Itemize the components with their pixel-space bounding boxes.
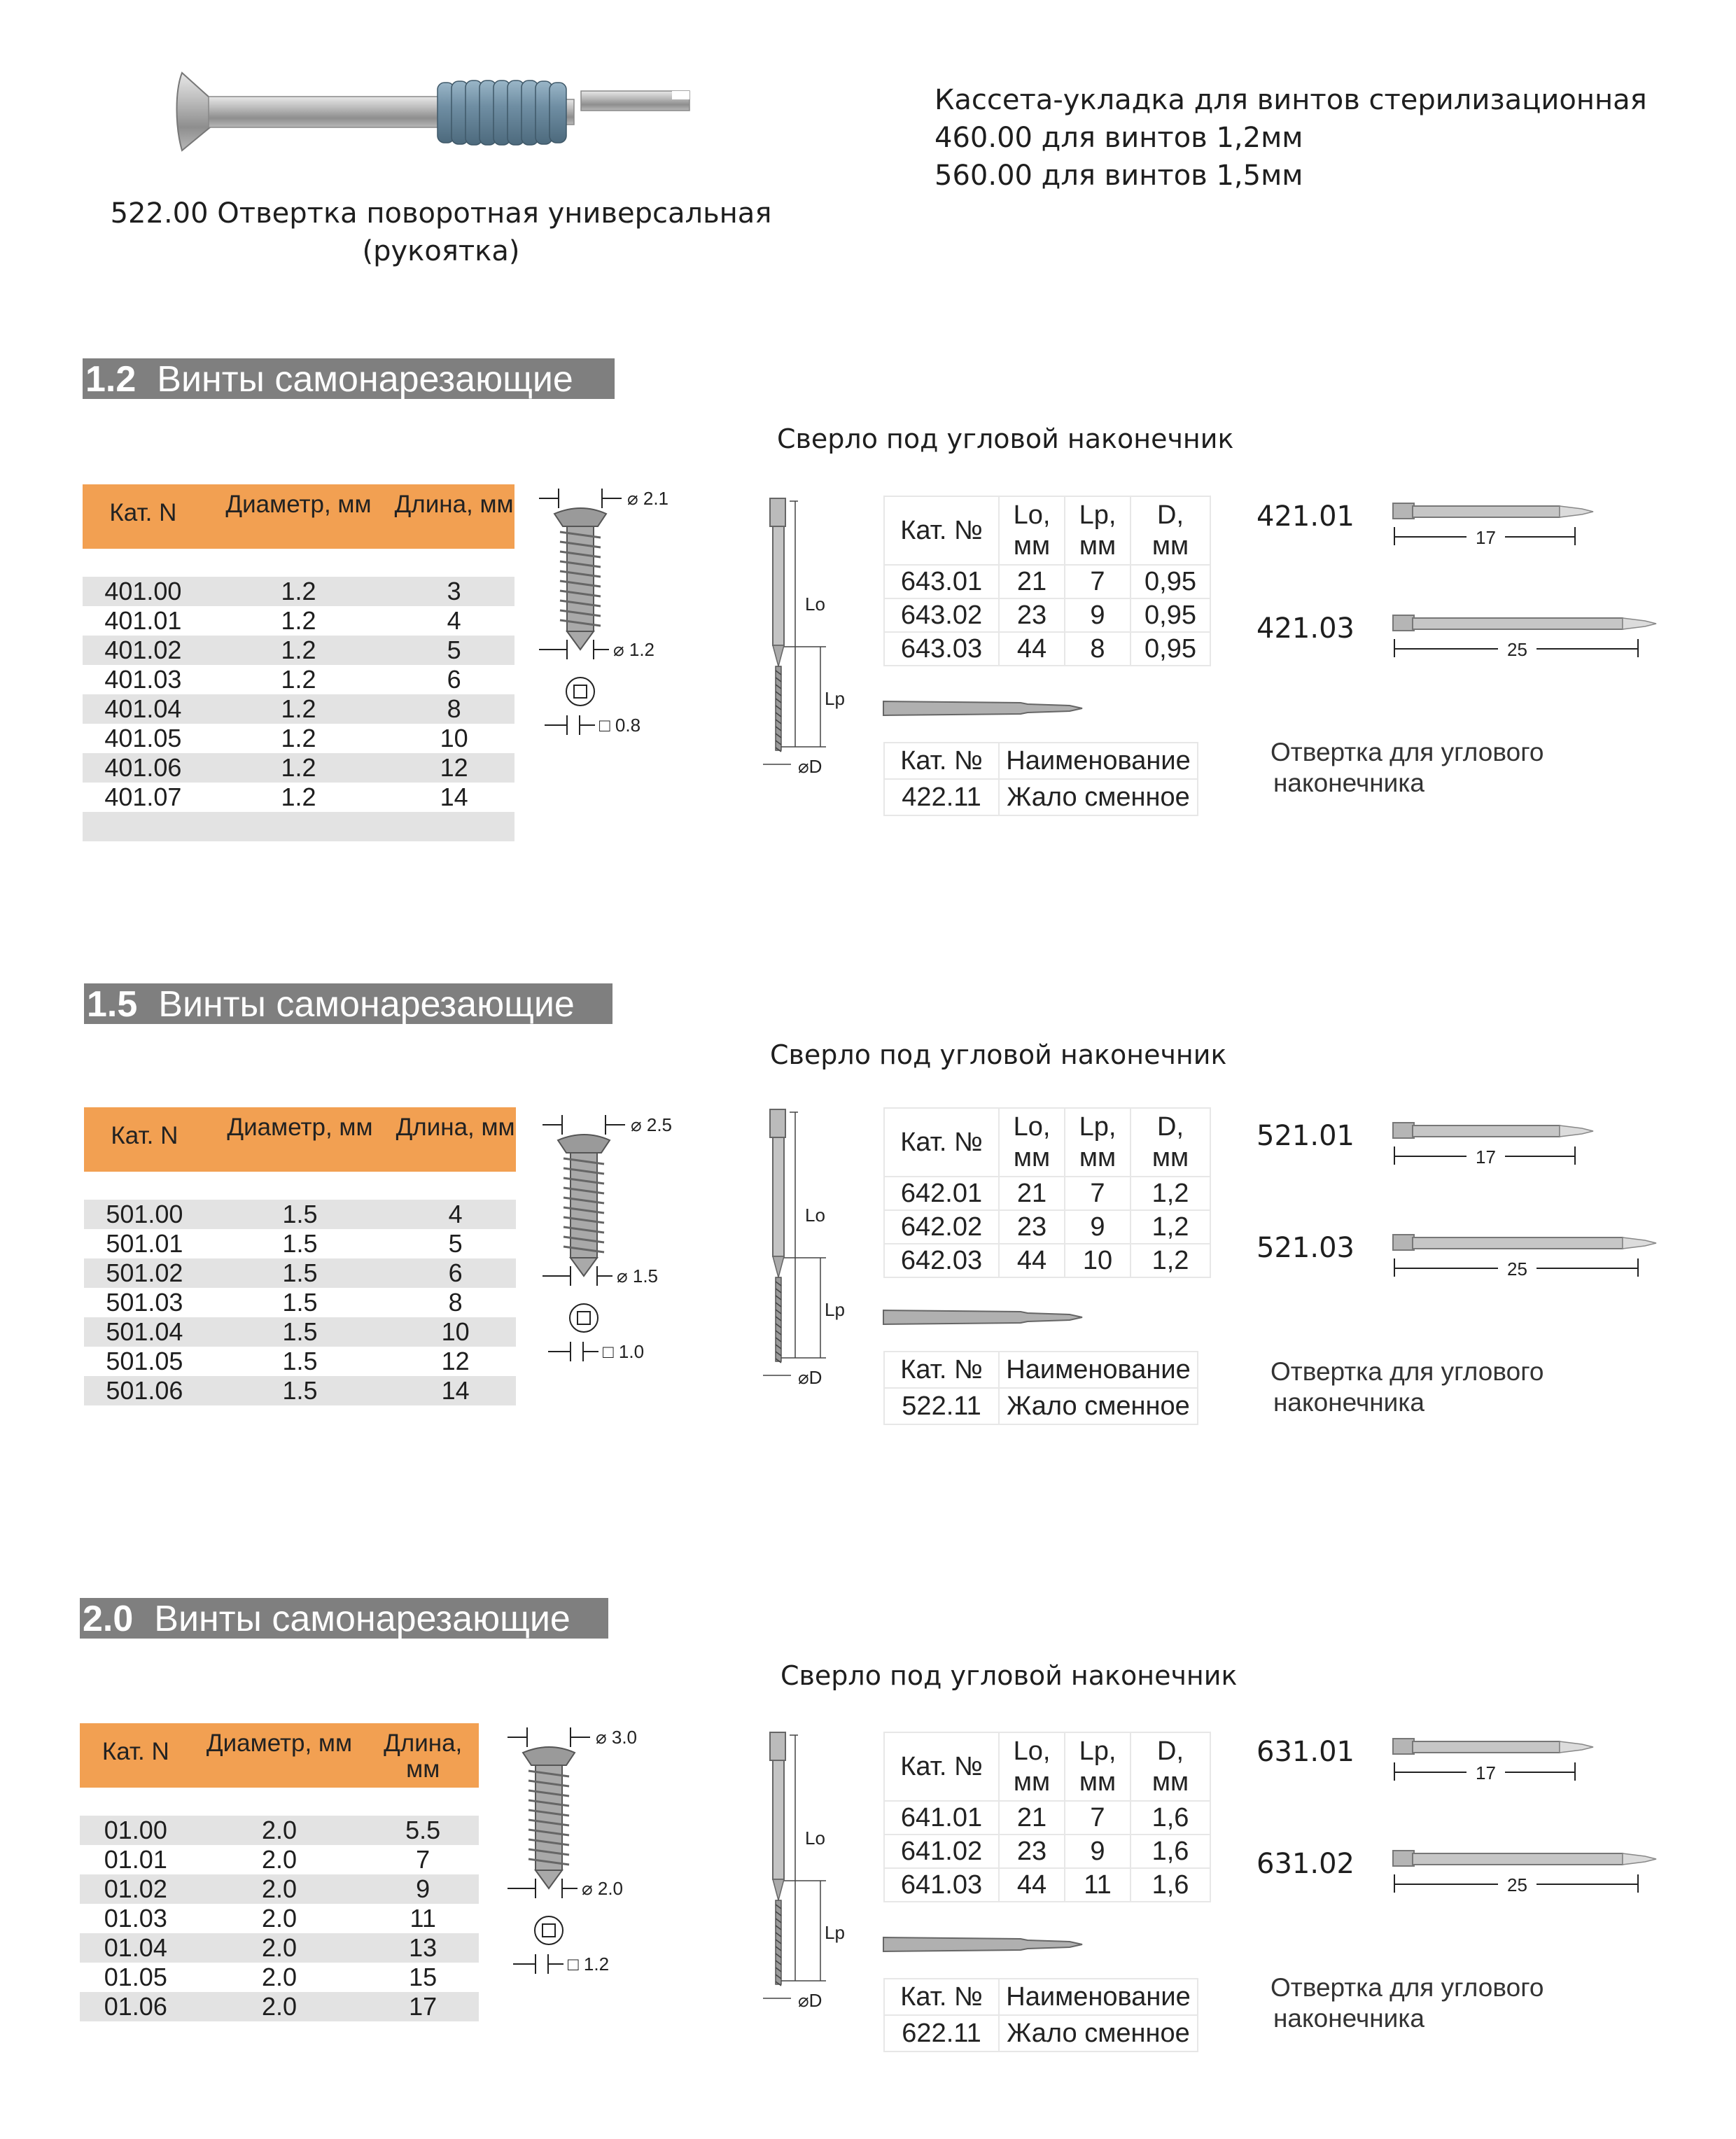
tip-table-header	[884, 1979, 1198, 2015]
table-row	[80, 1963, 479, 1992]
driver-caption	[1270, 737, 1544, 799]
screwdriver-caption	[91, 195, 791, 270]
screw-diameter: 2.0	[261, 1992, 298, 2021]
screw-table-header-cell: Диаметр, мм	[225, 491, 372, 518]
screw-catalog-number: 01.01	[104, 1845, 167, 1874]
table-row	[84, 1258, 516, 1288]
table-row	[80, 1845, 479, 1874]
screw-diameter: 2.0	[261, 1963, 298, 1991]
drill-header-unit: мм	[1013, 1143, 1051, 1172]
screw-shaft-dim: ⌀ 1.2	[613, 639, 655, 660]
table-row	[83, 606, 514, 636]
drill-table-header-cell	[999, 1732, 1065, 1801]
screw-catalog-number: 401.05	[104, 724, 182, 752]
tip-table-header-cell: Наименование	[999, 743, 1198, 779]
table-row	[884, 1835, 1210, 1868]
screw-table	[83, 484, 514, 847]
driver-caption-line: Отвертка для углового	[1270, 1357, 1544, 1386]
drill-d: 1,2	[1130, 1210, 1210, 1244]
drill-label-lp: Lp	[825, 1299, 845, 1320]
table-row	[80, 1904, 479, 1933]
tip-catalog-number: 522.11	[884, 1388, 999, 1424]
drill-catalog-number: 643.01	[884, 565, 999, 598]
drill-label-lo: Lo	[805, 594, 825, 615]
screw-length: 11	[410, 1904, 436, 1933]
screw-catalog-number: 01.02	[104, 1874, 167, 1903]
screw-length: 4	[447, 606, 461, 635]
driver-caption-line: Отвертка для углового	[1270, 738, 1544, 766]
screw-diameter: 1.2	[281, 694, 316, 723]
drill-lp: 9	[1065, 598, 1130, 632]
drill-table-header	[884, 496, 1210, 565]
screw-catalog-number: 501.02	[106, 1258, 183, 1287]
screw-table-header-cell: Длина, мм	[394, 491, 514, 518]
table-row	[84, 1200, 516, 1229]
screw-length: 5.5	[405, 1816, 441, 1844]
screwdriver-caption-line: (рукоятка)	[362, 235, 520, 267]
screw-length: 6	[448, 1258, 463, 1287]
drill-lp: 7	[1065, 565, 1130, 598]
drill-header-text: D,	[1157, 500, 1184, 530]
tip-name: Жало сменное	[999, 1388, 1198, 1424]
screw-table-header-cell: Длина, мм	[384, 1730, 463, 1783]
screw-length: 12	[440, 753, 468, 782]
screw-diameter: 1.2	[281, 783, 316, 811]
drill-lo: 23	[999, 1210, 1065, 1244]
drill-catalog-number: 641.03	[884, 1868, 999, 1902]
drill-label-lo: Lo	[805, 1828, 825, 1849]
screw-catalog-number: 501.03	[106, 1288, 183, 1317]
screw-shaft-dim: ⌀ 2.0	[582, 1878, 624, 1899]
screw-diameter: 1.5	[282, 1376, 318, 1405]
screw-table-header	[84, 1107, 516, 1172]
drill-table-header	[884, 1108, 1210, 1177]
screw-diameter: 1.2	[281, 636, 316, 664]
cassette-line: 560.00 для винтов 1,5мм	[934, 160, 1303, 192]
screw-catalog-number: 401.07	[104, 783, 182, 811]
drill-subtitle: Сверло под угловой наконечник	[780, 1660, 1238, 1691]
driver-catalog-number: 521.01	[1256, 1120, 1354, 1152]
drill-subtitle: Сверло под угловой наконечник	[777, 423, 1234, 454]
screw-length: 5	[447, 636, 461, 664]
drill-lp: 7	[1065, 1801, 1130, 1835]
table-row	[83, 665, 514, 694]
screw-length: 9	[416, 1874, 430, 1903]
drill-header-text: Lp,	[1079, 1112, 1116, 1142]
driver-catalog-number: 421.03	[1256, 612, 1354, 645]
screw-diameter: 1.2	[281, 753, 316, 782]
table-row	[884, 1177, 1210, 1210]
screw-diameter: 1.5	[282, 1317, 318, 1346]
drill-drawing	[756, 498, 882, 778]
table-row	[80, 1933, 479, 1963]
drill-lo: 21	[999, 565, 1065, 598]
section-title-bar	[83, 358, 615, 399]
screw-diameter: 1.5	[282, 1200, 318, 1228]
drill-d: 0,95	[1130, 632, 1210, 666]
table-row	[80, 1816, 479, 1845]
driver-length: 17	[1476, 1762, 1496, 1783]
screw-length: 4	[448, 1200, 463, 1228]
table-row	[84, 1347, 516, 1376]
cassette-info	[934, 81, 1704, 195]
screw-socket-dim: □ 1.0	[603, 1341, 645, 1362]
drill-lp: 8	[1065, 632, 1130, 666]
drill-header-text: Lo,	[1013, 500, 1051, 530]
screw-diameter: 1.2	[281, 606, 316, 635]
screw-head-dim: ⌀ 2.1	[627, 488, 669, 509]
drill-d: 1,6	[1130, 1835, 1210, 1868]
screw-catalog-number: 01.06	[104, 1992, 167, 2021]
drill-table-header-cell	[999, 496, 1065, 565]
drill-drawing	[756, 1732, 882, 2012]
screw-diameter: 2.0	[261, 1874, 298, 1903]
screw-length: 14	[441, 1376, 470, 1405]
screw-diameter: 1.5	[282, 1347, 318, 1375]
replaceable-tip-image	[881, 1930, 1084, 1958]
table-row	[84, 1376, 516, 1405]
tip-table	[883, 742, 1198, 816]
table-row	[84, 1405, 516, 1435]
drill-table-header-cell	[1065, 496, 1130, 565]
drill-table-header-cell	[1130, 496, 1210, 565]
screw-length: 8	[447, 694, 461, 723]
table-row	[884, 779, 1198, 815]
screw-table-header-cell: Кат. N	[111, 1122, 178, 1149]
drill-lo: 44	[999, 1244, 1065, 1277]
drill-header-text: Lp,	[1079, 500, 1116, 530]
drill-table-header-cell	[1130, 1108, 1210, 1177]
drill-drawing	[756, 1109, 882, 1389]
screwdriver-handle-image	[168, 63, 742, 161]
screw-table-header-cell: Кат. N	[102, 1738, 169, 1765]
table-row	[84, 1317, 516, 1347]
driver-caption-line: наконечника	[1273, 2004, 1424, 2033]
drill-header-unit: мм	[1079, 1767, 1116, 1797]
drill-header-unit: мм	[1013, 1767, 1051, 1797]
table-row	[80, 1992, 479, 2021]
screw-table-header-cell: Кат. N	[109, 499, 177, 526]
table-row	[80, 1874, 479, 1904]
drill-label-d: ⌀D	[798, 756, 822, 777]
driver-caption	[1270, 1972, 1544, 2034]
driver-catalog-number: 631.01	[1256, 1736, 1354, 1768]
section-title: Винты самонарезающие	[158, 984, 575, 1025]
replaceable-tip-image	[881, 1303, 1084, 1331]
screw-diameter: 1.2	[281, 665, 316, 694]
driver-length: 25	[1507, 1258, 1527, 1279]
drill-lo: 44	[999, 632, 1065, 666]
drill-d: 0,95	[1130, 598, 1210, 632]
drill-label-lo: Lo	[805, 1205, 825, 1226]
table-row	[83, 577, 514, 606]
drill-header-unit: мм	[1152, 531, 1189, 561]
driver-caption	[1270, 1356, 1544, 1418]
driver-caption-line: Отвертка для углового	[1270, 1973, 1544, 2002]
cassette-line: 460.00 для винтов 1,2мм	[934, 122, 1303, 154]
screw-catalog-number: 501.05	[106, 1347, 183, 1375]
driver-bit-drawing	[1393, 1844, 1673, 1907]
screw-length: 7	[416, 1845, 430, 1874]
driver-bit-drawing	[1393, 496, 1610, 559]
screw-catalog-number: 01.03	[104, 1904, 167, 1933]
screw-catalog-number: 501.06	[106, 1376, 183, 1405]
section-title: Винты самонарезающие	[154, 1599, 570, 1639]
screw-drawing	[542, 1109, 710, 1375]
driver-bit-drawing	[1393, 1732, 1610, 1795]
drill-header-unit: мм	[1013, 531, 1051, 561]
screw-diameter: 1.2	[281, 577, 316, 605]
drill-table-header-cell	[999, 1108, 1065, 1177]
drill-d: 0,95	[1130, 565, 1210, 598]
table-row	[83, 724, 514, 753]
drill-d: 1,2	[1130, 1177, 1210, 1210]
screw-socket-dim: □ 1.2	[568, 1954, 610, 1975]
drill-d: 1,6	[1130, 1868, 1210, 1902]
table-row	[84, 1229, 516, 1258]
cassette-title: Кассета-укладка для винтов стерилизационная	[934, 84, 1647, 116]
screw-catalog-number: 01.04	[104, 1933, 167, 1962]
tip-name: Жало сменное	[999, 2015, 1198, 2052]
driver-length: 17	[1476, 1146, 1496, 1167]
drill-catalog-number: 643.02	[884, 598, 999, 632]
section-number: 1.5	[87, 984, 138, 1025]
screw-table-header-cell: Диаметр, мм	[206, 1730, 353, 1757]
screw-catalog-number: 501.04	[106, 1317, 183, 1346]
table-row	[83, 812, 514, 841]
table-row	[83, 694, 514, 724]
screw-length: 10	[441, 1317, 470, 1346]
screw-table-header	[80, 1723, 479, 1788]
screw-socket-dim: □ 0.8	[599, 715, 641, 736]
section-title-bar	[84, 983, 612, 1024]
drill-d: 1,2	[1130, 1244, 1210, 1277]
driver-catalog-number: 421.01	[1256, 500, 1354, 533]
drill-header-text: D,	[1157, 1737, 1184, 1766]
driver-length: 17	[1476, 527, 1496, 548]
screw-diameter: 1.2	[281, 724, 316, 752]
section-number: 1.2	[85, 359, 136, 400]
drill-lo: 44	[999, 1868, 1065, 1902]
screw-diameter: 2.0	[261, 1904, 298, 1933]
drill-table	[883, 496, 1211, 666]
screw-length: 6	[447, 665, 461, 694]
drill-catalog-number: 642.03	[884, 1244, 999, 1277]
drill-table-header-cell	[884, 1108, 999, 1177]
replaceable-tip-image	[881, 694, 1084, 722]
drill-header-unit: мм	[1079, 1143, 1116, 1172]
drill-table	[883, 1732, 1211, 1902]
tip-table-header	[884, 1352, 1198, 1388]
screw-catalog-number: 401.04	[104, 694, 182, 723]
driver-bit-drawing	[1393, 608, 1673, 671]
screw-length: 12	[441, 1347, 470, 1375]
table-row	[884, 1868, 1210, 1902]
drill-table-header-cell	[884, 496, 999, 565]
tip-table	[883, 1978, 1198, 2052]
drill-label-lp: Lp	[825, 688, 845, 709]
drill-catalog-number: 643.03	[884, 632, 999, 666]
drill-label-lp: Lp	[825, 1922, 845, 1943]
tip-table	[883, 1351, 1198, 1425]
screw-catalog-number: 401.00	[104, 577, 182, 605]
screw-diameter: 2.0	[261, 1845, 298, 1874]
drill-table-header	[884, 1732, 1210, 1801]
driver-caption-line: наконечника	[1273, 769, 1424, 797]
drill-header-unit: мм	[1152, 1767, 1189, 1797]
table-row	[83, 753, 514, 783]
drill-header-unit: мм	[1152, 1143, 1189, 1172]
drill-header-text: Кат. №	[900, 1752, 983, 1781]
table-row	[884, 1244, 1210, 1277]
table-row	[884, 2015, 1198, 2052]
screw-length: 10	[440, 724, 468, 752]
screw-drawing	[507, 1722, 676, 1988]
screw-diameter: 1.5	[282, 1258, 318, 1287]
table-row	[80, 2021, 479, 2051]
screw-table	[80, 1723, 479, 2056]
section-title-bar	[80, 1598, 608, 1639]
screw-length: 5	[448, 1229, 463, 1258]
table-row	[884, 1801, 1210, 1835]
screw-catalog-number: 401.06	[104, 753, 182, 782]
screw-diameter: 2.0	[261, 1933, 298, 1962]
screw-head-dim: ⌀ 3.0	[596, 1727, 638, 1748]
screw-length: 8	[448, 1288, 463, 1317]
table-row	[83, 636, 514, 665]
screw-length: 17	[409, 1992, 438, 2021]
drill-table-header-cell	[1130, 1732, 1210, 1801]
screw-catalog-number: 401.03	[104, 665, 182, 694]
tip-table-header-cell: Кат. №	[884, 1352, 999, 1388]
driver-length: 25	[1507, 1874, 1527, 1895]
drill-label-d: ⌀D	[798, 1990, 822, 2011]
tip-catalog-number: 422.11	[884, 779, 999, 815]
drill-header-text: D,	[1157, 1112, 1184, 1142]
drill-lo: 21	[999, 1177, 1065, 1210]
screw-table-header-cell: Длина, мм	[396, 1114, 515, 1141]
screw-diameter: 2.0	[261, 1816, 298, 1844]
screw-head-dim: ⌀ 2.5	[631, 1114, 673, 1135]
drill-lp: 11	[1065, 1868, 1130, 1902]
screw-shaft-dim: ⌀ 1.5	[617, 1265, 659, 1286]
screw-diameter: 1.5	[282, 1288, 318, 1317]
section-title: Винты самонарезающие	[157, 359, 573, 400]
screw-length: 15	[409, 1963, 438, 1991]
drill-catalog-number: 642.01	[884, 1177, 999, 1210]
drill-header-text: Lp,	[1079, 1737, 1116, 1766]
tip-table-header	[884, 743, 1198, 779]
drill-lp: 9	[1065, 1210, 1130, 1244]
drill-catalog-number: 641.01	[884, 1801, 999, 1835]
driver-catalog-number: 521.03	[1256, 1232, 1354, 1264]
table-row	[884, 1388, 1198, 1424]
drill-header-text: Lo,	[1013, 1737, 1051, 1766]
drill-d: 1,6	[1130, 1801, 1210, 1835]
drill-lo: 23	[999, 1835, 1065, 1868]
drill-header-text: Кат. №	[900, 1128, 983, 1157]
screw-length: 3	[447, 577, 461, 605]
drill-subtitle: Сверло под угловой наконечник	[770, 1039, 1227, 1070]
screw-table-header-cell: Диаметр, мм	[227, 1114, 373, 1141]
driver-bit-drawing	[1393, 1228, 1673, 1291]
screw-length: 14	[440, 783, 468, 811]
table-row	[884, 598, 1210, 632]
tip-catalog-number: 622.11	[884, 2015, 999, 2052]
screw-catalog-number: 501.01	[106, 1229, 183, 1258]
drill-lo: 21	[999, 1801, 1065, 1835]
drill-lp: 9	[1065, 1835, 1130, 1868]
drill-lp: 10	[1065, 1244, 1130, 1277]
tip-table-header-cell: Наименование	[999, 1979, 1198, 2015]
drill-header-text: Кат. №	[900, 516, 983, 545]
drill-table-header-cell	[1065, 1108, 1130, 1177]
tip-table-header-cell: Кат. №	[884, 743, 999, 779]
table-row	[884, 1210, 1210, 1244]
section-number: 2.0	[83, 1599, 134, 1639]
drill-lo: 23	[999, 598, 1065, 632]
screw-diameter: 1.5	[282, 1229, 318, 1258]
drill-header-text: Lo,	[1013, 1112, 1051, 1142]
drill-lp: 7	[1065, 1177, 1130, 1210]
screw-catalog-number: 401.01	[104, 606, 182, 635]
screw-catalog-number: 401.02	[104, 636, 182, 664]
drill-catalog-number: 641.02	[884, 1835, 999, 1868]
table-row	[884, 632, 1210, 666]
drill-label-d: ⌀D	[798, 1367, 822, 1388]
drill-catalog-number: 642.02	[884, 1210, 999, 1244]
tip-table-header-cell: Наименование	[999, 1352, 1198, 1388]
screwdriver-caption-line: 522.00 Отвертка поворотная универсальная	[110, 197, 772, 230]
screw-length: 13	[409, 1933, 438, 1962]
tip-name: Жало сменное	[999, 779, 1198, 815]
driver-bit-drawing	[1393, 1116, 1610, 1179]
driver-length: 25	[1507, 639, 1527, 660]
drill-table	[883, 1107, 1211, 1278]
drill-header-unit: мм	[1079, 531, 1116, 561]
driver-caption-line: наконечника	[1273, 1388, 1424, 1417]
drill-table-header-cell	[1065, 1732, 1130, 1801]
screw-catalog-number: 501.00	[106, 1200, 183, 1228]
drill-table-header-cell	[884, 1732, 999, 1801]
screw-catalog-number: 01.05	[104, 1963, 167, 1991]
screw-table	[84, 1107, 516, 1440]
screw-drawing	[539, 483, 707, 749]
table-row	[84, 1288, 516, 1317]
table-row	[884, 565, 1210, 598]
screw-catalog-number: 01.00	[104, 1816, 167, 1844]
table-row	[83, 783, 514, 812]
tip-table-header-cell: Кат. №	[884, 1979, 999, 2015]
driver-catalog-number: 631.02	[1256, 1848, 1354, 1880]
screw-table-header	[83, 484, 514, 549]
